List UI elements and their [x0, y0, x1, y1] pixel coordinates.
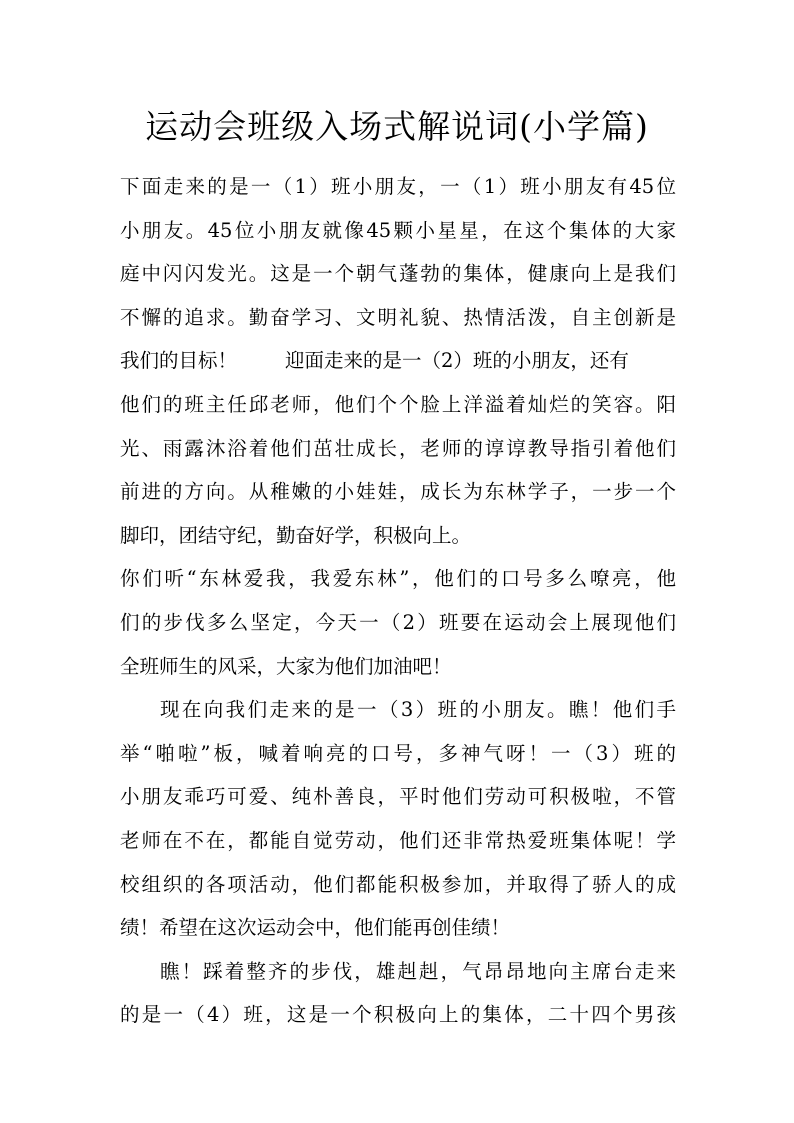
text-line: 小朋友乖巧可爱、纯朴善良，平时他们劳动可积极啦，不管	[120, 785, 676, 809]
text-line: 庭中闪闪发光。这是一个朝气蓬勃的集体，健康向上是我们	[120, 262, 676, 286]
text-line: 校组织的各项活动，他们都能积极参加，并取得了骄人的成	[120, 872, 676, 896]
text-line: 光、雨露沐浴着他们茁壮成长，老师的谆谆教导指引着他们	[120, 436, 676, 460]
text-line: 不懈的追求。勤奋学习、文明礼貌、热情活泼，自主创新是	[120, 305, 676, 329]
text-line: 现在向我们走来的是一（3）班的小朋友。瞧！他们手	[160, 698, 676, 722]
text-line: 前进的方向。从稚嫩的小娃娃，成长为东林学子，一步一个	[120, 480, 676, 504]
text-line: 老师在不在，都能自觉劳动，他们还非常热爱班集体呢！学	[120, 828, 676, 852]
text-line	[120, 339, 676, 383]
text-line: 瞧！踩着整齐的步伐，雄赳赳，气昂昂地向主席台走来	[160, 959, 676, 983]
text-segment: 我们的目标！	[120, 349, 238, 373]
text-line: 脚印，团结守纪，勤奋好学，积极向上。	[120, 523, 472, 547]
text-line: 的是一（4）班，这是一个积极向上的集体，二十四个男孩	[120, 1003, 676, 1027]
text-segment: 迎面走来的是一（2）班的小朋友，还有	[285, 349, 629, 373]
text-line: 们的步伐多么坚定，今天一（2）班要在运动会上展现他们	[120, 610, 676, 634]
text-line: 你们听“东林爱我，我爱东林”，他们的口号多么嘹亮，他	[120, 567, 676, 591]
text-line: 下面走来的是一（1）班小朋友，一（1）班小朋友有45位	[120, 175, 676, 198]
document-body	[120, 165, 676, 1037]
text-line: 举“啪啦”板，喊着响亮的口号，多神气呀！一（3）班的	[120, 741, 676, 765]
text-line: 绩！希望在这次运动会中，他们能再创佳绩！	[120, 916, 511, 940]
text-line: 他们的班主任邱老师，他们个个脸上洋溢着灿烂的笑容。阳	[120, 392, 676, 416]
text-line: 小朋友。45位小朋友就像45颗小星星，在这个集体的大家	[120, 218, 676, 242]
document-title: 运动会班级入场式解说词(小学篇)	[145, 107, 649, 146]
text-line: 全班师生的风采，大家为他们加油吧！	[120, 654, 452, 678]
